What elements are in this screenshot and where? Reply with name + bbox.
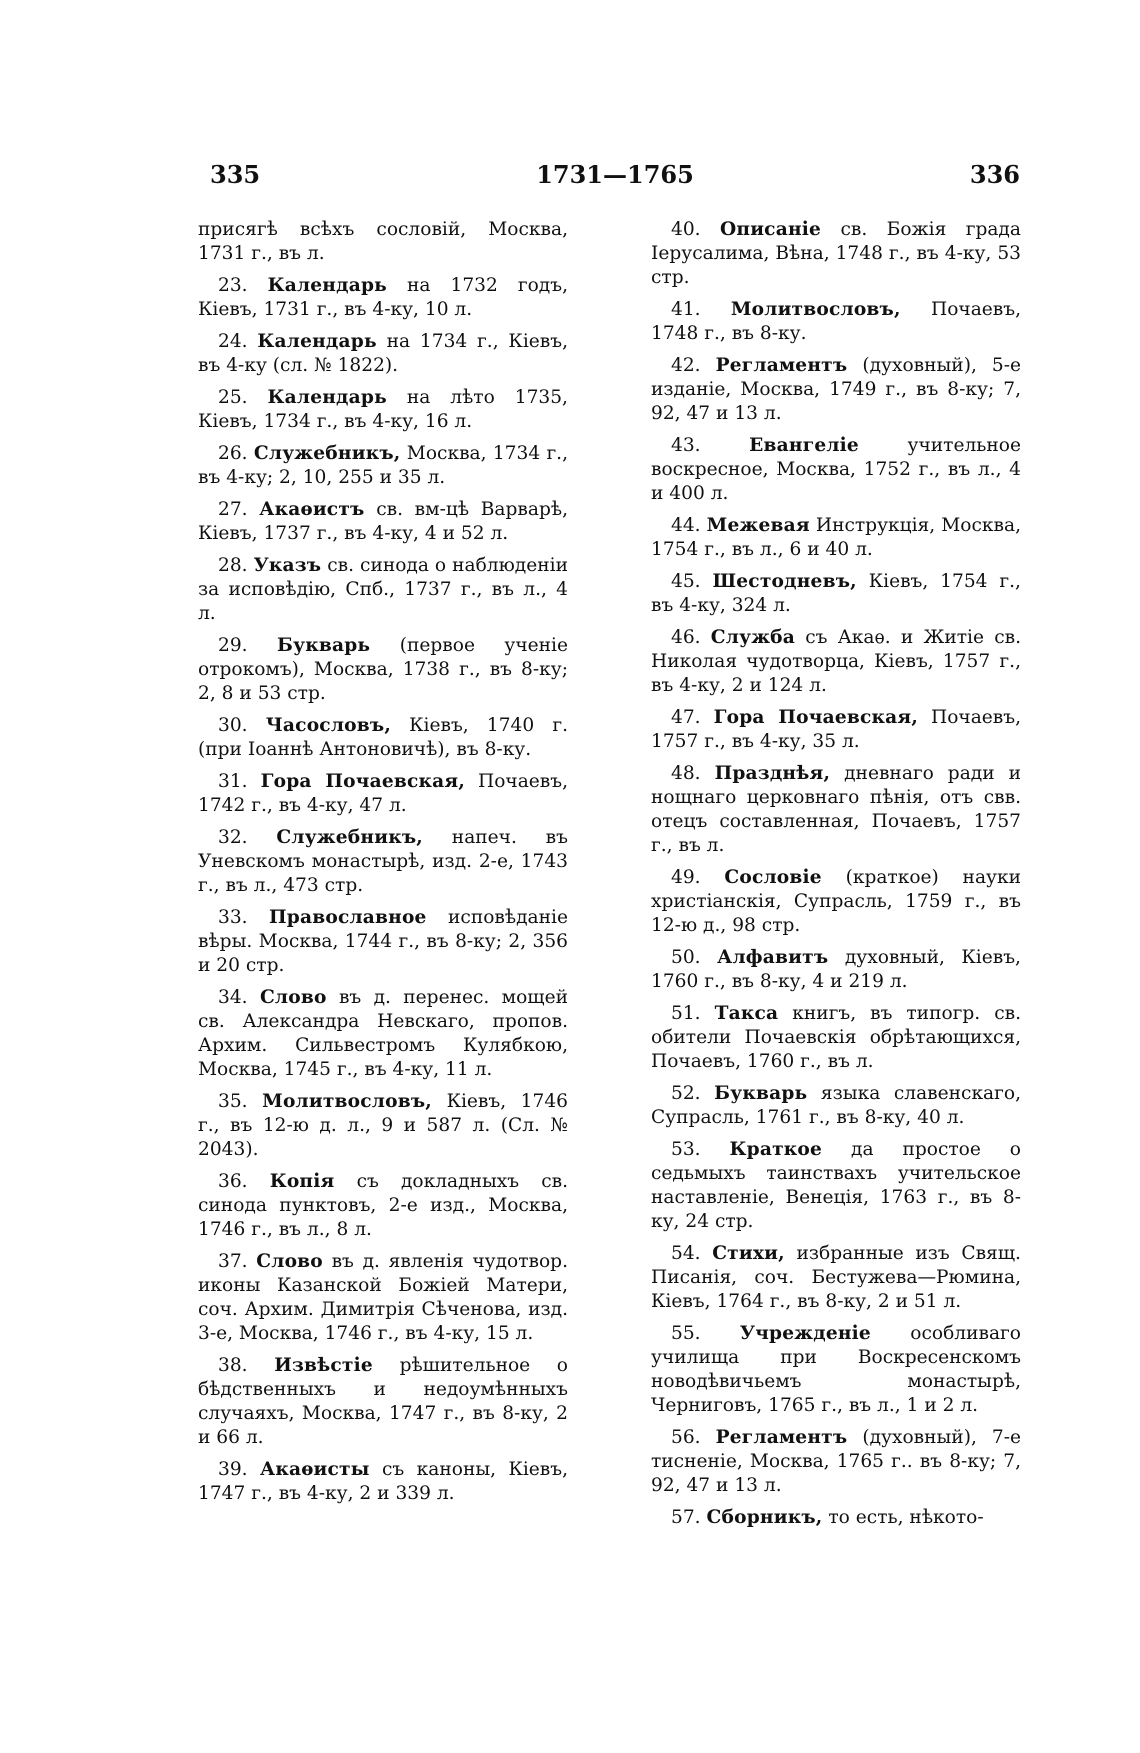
entry-title: Описаніе	[719, 219, 822, 240]
catalog-entry	[198, 330, 568, 378]
entry-title: Служба	[710, 627, 796, 648]
catalog-entry	[198, 1250, 568, 1346]
running-title: 1731—1765	[536, 160, 694, 189]
entry-number: 33.	[218, 907, 248, 928]
entry-title: Акаѳисты	[259, 1459, 370, 1480]
entry-description: въ д. явленія чудотвор. иконы Казанской Божіей Матери, соч. Архим. Димитрія Сѣченова, изд. 3-е, Москва, 1746 г., въ 4-ку, 15 л.	[198, 1251, 568, 1344]
entry-number: 48.	[671, 763, 701, 784]
entry-description: съ Акаѳ. и Житіе св. Николая чудотворца, Кіевъ, 1757 г., въ 4-ку, 2 и 124 л.	[651, 627, 1021, 696]
entry-description: избранные изъ Свящ. Писанія, соч. Бестужева—Рюмина, Кіевъ, 1764 г., въ 8-ку, 2 и 51 л.	[651, 1243, 1021, 1312]
entry-number: 51.	[671, 1003, 701, 1024]
entry-title: Сборникъ,	[706, 1507, 823, 1528]
entry-description: на 1734 г., Кіевъ, въ 4-ку (сл. № 1822).	[198, 331, 568, 376]
entry-description: съ каноны, Кіевъ, 1747 г., въ 4-ку, 2 и 339 л.	[198, 1459, 568, 1504]
entry-title: Православное	[269, 907, 427, 928]
entry-number: 54.	[671, 1243, 701, 1264]
entry-description: духовный, Кіевъ, 1760 г., въ 8-ку, 4 и 219 л.	[651, 947, 1021, 992]
entry-title: Служебникъ,	[253, 443, 401, 464]
entry-description: Москва, 1734 г., въ 4-ку; 2, 10, 255 и 35 л.	[198, 443, 569, 488]
entry-number: 28.	[218, 555, 248, 576]
entry-description: Кіевъ, 1754 г., въ 4-ку, 324 л.	[651, 571, 1021, 616]
entry-description: на 1732 годъ, Кіевъ, 1731 г., въ 4-ку, 10 л.	[198, 275, 568, 320]
entry-number: 46.	[671, 627, 701, 648]
entry-title: Указъ	[253, 555, 322, 576]
entry-number: 30.	[218, 715, 248, 736]
entry-description: присягѣ всѣхъ сословій, Москва, 1731 г., въ л.	[198, 219, 568, 264]
catalog-entry	[198, 386, 568, 434]
catalog-entry	[198, 826, 568, 898]
catalog-entry	[651, 1138, 1021, 1234]
entry-number: 43.	[671, 435, 701, 456]
entry-number: 29.	[218, 635, 248, 656]
catalog-entry	[651, 1426, 1021, 1498]
catalog-entry	[198, 634, 568, 706]
entry-title: Регламентъ	[715, 1427, 848, 1448]
catalog-entry	[198, 1090, 568, 1162]
catalog-entry	[198, 906, 568, 978]
catalog-entry	[198, 554, 568, 626]
catalog-entry	[198, 498, 568, 546]
catalog-entry	[651, 298, 1021, 346]
entry-description: Почаевъ, 1757 г., въ 4-ку, 35 л.	[651, 707, 1021, 752]
entry-number: 40.	[671, 219, 701, 240]
entry-number: 45.	[671, 571, 701, 592]
entry-title: Учрежденіе	[739, 1323, 871, 1344]
entry-title: Букварь	[277, 635, 371, 656]
entry-description: въ д. перенес. мощей св. Александра Невскаго, пропов. Архим. Сильвестромъ Кулябкою, Москва, 1745 г., въ 4-ку, 11 л.	[198, 987, 568, 1080]
entry-description: Почаевъ, 1742 г., въ 4-ку, 47 л.	[198, 771, 568, 816]
entry-title: Сословіе	[724, 867, 822, 888]
entry-number: 26.	[218, 443, 248, 464]
catalog-entry	[651, 1242, 1021, 1314]
catalog-entry	[651, 762, 1021, 858]
entry-number: 23.	[218, 275, 248, 296]
page-number-left: 335	[210, 160, 261, 189]
entry-number: 39.	[218, 1459, 248, 1480]
entry-description: дневнаго ради и нощнаго церковнаго пѣнія, отъ свв. отецъ составленная, Почаевъ, 1757 г., въ л.	[651, 763, 1021, 856]
entry-description: съ докладныхъ св. синода пунктовъ, 2-е изд., Москва, 1746 г., въ л., 8 л.	[198, 1171, 568, 1240]
entry-number: 49.	[671, 867, 701, 888]
catalog-entry	[198, 770, 568, 818]
catalog-entry	[651, 866, 1021, 938]
catalog-entry	[651, 514, 1021, 562]
entry-description: Кіевъ, 1740 г. (при Іоаннѣ Антоновичѣ), въ 8-ку.	[198, 715, 569, 760]
entry-title: Слово	[256, 1251, 323, 1272]
entry-title: Стихи,	[712, 1243, 785, 1264]
entry-description: да простое о седьмыхъ таинствахъ учительское наставленіе, Венеція, 1763 г., въ 8-ку, 24 стр.	[651, 1139, 1021, 1232]
entry-number: 44.	[671, 515, 701, 536]
entry-title: Гора Почаевская,	[713, 707, 918, 728]
catalog-entry	[198, 442, 568, 490]
catalog-entry	[198, 1170, 568, 1242]
entry-title: Копія	[269, 1171, 335, 1192]
entry-title: Акаѳистъ	[259, 499, 365, 520]
entry-description: напеч. въ Уневскомъ монастырѣ, изд. 2-е, 1743 г., въ л., 473 стр.	[198, 827, 568, 896]
entry-description: языка славенскаго, Супрасль, 1761 г., въ 8-ку, 40 л.	[651, 1083, 1021, 1128]
entry-description: (духовный), 7-е тисненіе, Москва, 1765 г.. въ 8-ку; 7, 92, 47 и 13 л.	[651, 1427, 1021, 1496]
entry-description: Инструкція, Москва, 1754 г., въ л., 6 и 40 л.	[651, 515, 1021, 560]
entry-number: 41.	[671, 299, 701, 320]
entry-title: Букварь	[714, 1083, 808, 1104]
entry-title: Извѣстіе	[274, 1355, 373, 1376]
entry-description: Кіевъ, 1746 г., въ 12-ю д. л., 9 и 587 л. (Сл. № 2043).	[198, 1091, 568, 1160]
entry-title: Межевая	[706, 515, 810, 536]
entry-number: 47.	[671, 707, 701, 728]
entry-description: св. Божія града Іерусалима, Вѣна, 1748 г., въ 4-ку, 53 стр.	[651, 219, 1021, 288]
catalog-entry	[198, 714, 568, 762]
catalog-entry	[651, 354, 1021, 426]
catalog-entry	[651, 1082, 1021, 1130]
entry-description: книгъ, въ типогр. св. обители Почаевскія обрѣтающихся, Почаевъ, 1760 г., въ л.	[651, 1003, 1021, 1072]
entry-description: (краткое) науки христіанскія, Супрасль, 1759 г., въ 12-ю д., 98 стр.	[651, 867, 1021, 936]
entry-title: Евангеліе	[749, 435, 859, 456]
entry-number: 32.	[218, 827, 248, 848]
entry-title: Краткое	[729, 1139, 823, 1160]
catalog-entry	[198, 986, 568, 1082]
entry-title: Часословъ,	[265, 715, 391, 736]
page-header	[210, 160, 1020, 200]
catalog-entry	[651, 706, 1021, 754]
catalog-entry	[198, 1458, 568, 1506]
entry-number: 35.	[218, 1091, 248, 1112]
entry-number: 31.	[218, 771, 248, 792]
entry-title: Календарь	[267, 275, 387, 296]
entry-number: 37.	[218, 1251, 248, 1272]
catalog-entry	[651, 1322, 1021, 1418]
entry-title: Слово	[259, 987, 327, 1008]
entry-description: (первое ученіе отрокомъ), Москва, 1738 г., въ 8-ку; 2, 8 и 53 стр.	[198, 635, 568, 704]
entry-title: Служебникъ,	[276, 827, 423, 848]
entry-title: Гора Почаевская,	[260, 771, 465, 792]
entry-title: Празднѣя,	[714, 763, 831, 784]
entry-description: (духовный), 5-е изданіе, Москва, 1749 г., въ 8-ку; 7, 92, 47 и 13 л.	[651, 355, 1021, 424]
catalog-entry	[651, 626, 1021, 698]
entry-title: Такса	[714, 1003, 779, 1024]
entry-description: то есть, нѣкото-	[828, 1507, 984, 1528]
entry-description: Почаевъ, 1748 г., въ 8-ку.	[651, 299, 1021, 344]
entry-title: Календарь	[267, 387, 387, 408]
right-column	[651, 218, 1021, 1538]
entry-description: рѣшительное о бѣдственныхъ и недоумѣнныхъ случаяхъ, Москва, 1747 г., въ 8-ку, 2 и 66 л.	[198, 1355, 568, 1448]
entry-number: 56.	[671, 1427, 701, 1448]
entry-number: 25.	[218, 387, 248, 408]
catalog-entry	[651, 434, 1021, 506]
entry-number: 55.	[671, 1323, 701, 1344]
entry-number: 36.	[218, 1171, 248, 1192]
entry-number: 38.	[218, 1355, 248, 1376]
entry-number: 42.	[671, 355, 701, 376]
catalog-entry	[651, 570, 1021, 618]
entry-number: 24.	[218, 331, 248, 352]
entry-number: 27.	[218, 499, 248, 520]
catalog-entry	[198, 274, 568, 322]
entry-number: 34.	[218, 987, 248, 1008]
entry-number: 52.	[671, 1083, 701, 1104]
entry-title: Алфавитъ	[717, 947, 829, 968]
entry-title: Шестодневъ,	[712, 571, 857, 592]
catalog-entry	[198, 1354, 568, 1450]
entry-description: исповѣданіе вѣры. Москва, 1744 г., въ 8-ку; 2, 356 и 20 стр.	[198, 907, 568, 976]
entry-description: на лѣто 1735, Кіевъ, 1734 г., въ 4-ку, 16 л.	[198, 387, 568, 432]
catalog-entry	[651, 1506, 1021, 1530]
entry-title: Молитвословъ,	[262, 1091, 432, 1112]
entry-title: Регламентъ	[715, 355, 848, 376]
catalog-entry	[198, 218, 568, 266]
catalog-entry	[651, 946, 1021, 994]
page-number-right: 336	[969, 160, 1020, 189]
entry-description: св. вм-цѣ Варварѣ, Кіевъ, 1737 г., въ 4-ку, 4 и 52 л.	[198, 499, 568, 544]
entry-description: учительное воскресное, Москва, 1752 г., въ л., 4 и 400 л.	[651, 435, 1021, 504]
catalog-entry	[651, 1002, 1021, 1074]
entry-number: 50.	[671, 947, 701, 968]
left-column	[198, 218, 568, 1514]
catalog-entry	[651, 218, 1021, 290]
entry-number: 53.	[671, 1139, 701, 1160]
entry-title: Календарь	[257, 331, 377, 352]
entry-number: 57.	[671, 1507, 701, 1528]
entry-description: св. синода о наблюденіи за исповѣдію, Спб., 1737 г., въ л., 4 л.	[198, 555, 568, 624]
entry-description: особливаго училища при Воскресенскомъ новодѣвичьемъ монастырѣ, Черниговъ, 1765 г., въ л., 1 и 2 л.	[651, 1323, 1021, 1416]
entry-title: Молитвословъ,	[730, 299, 901, 320]
